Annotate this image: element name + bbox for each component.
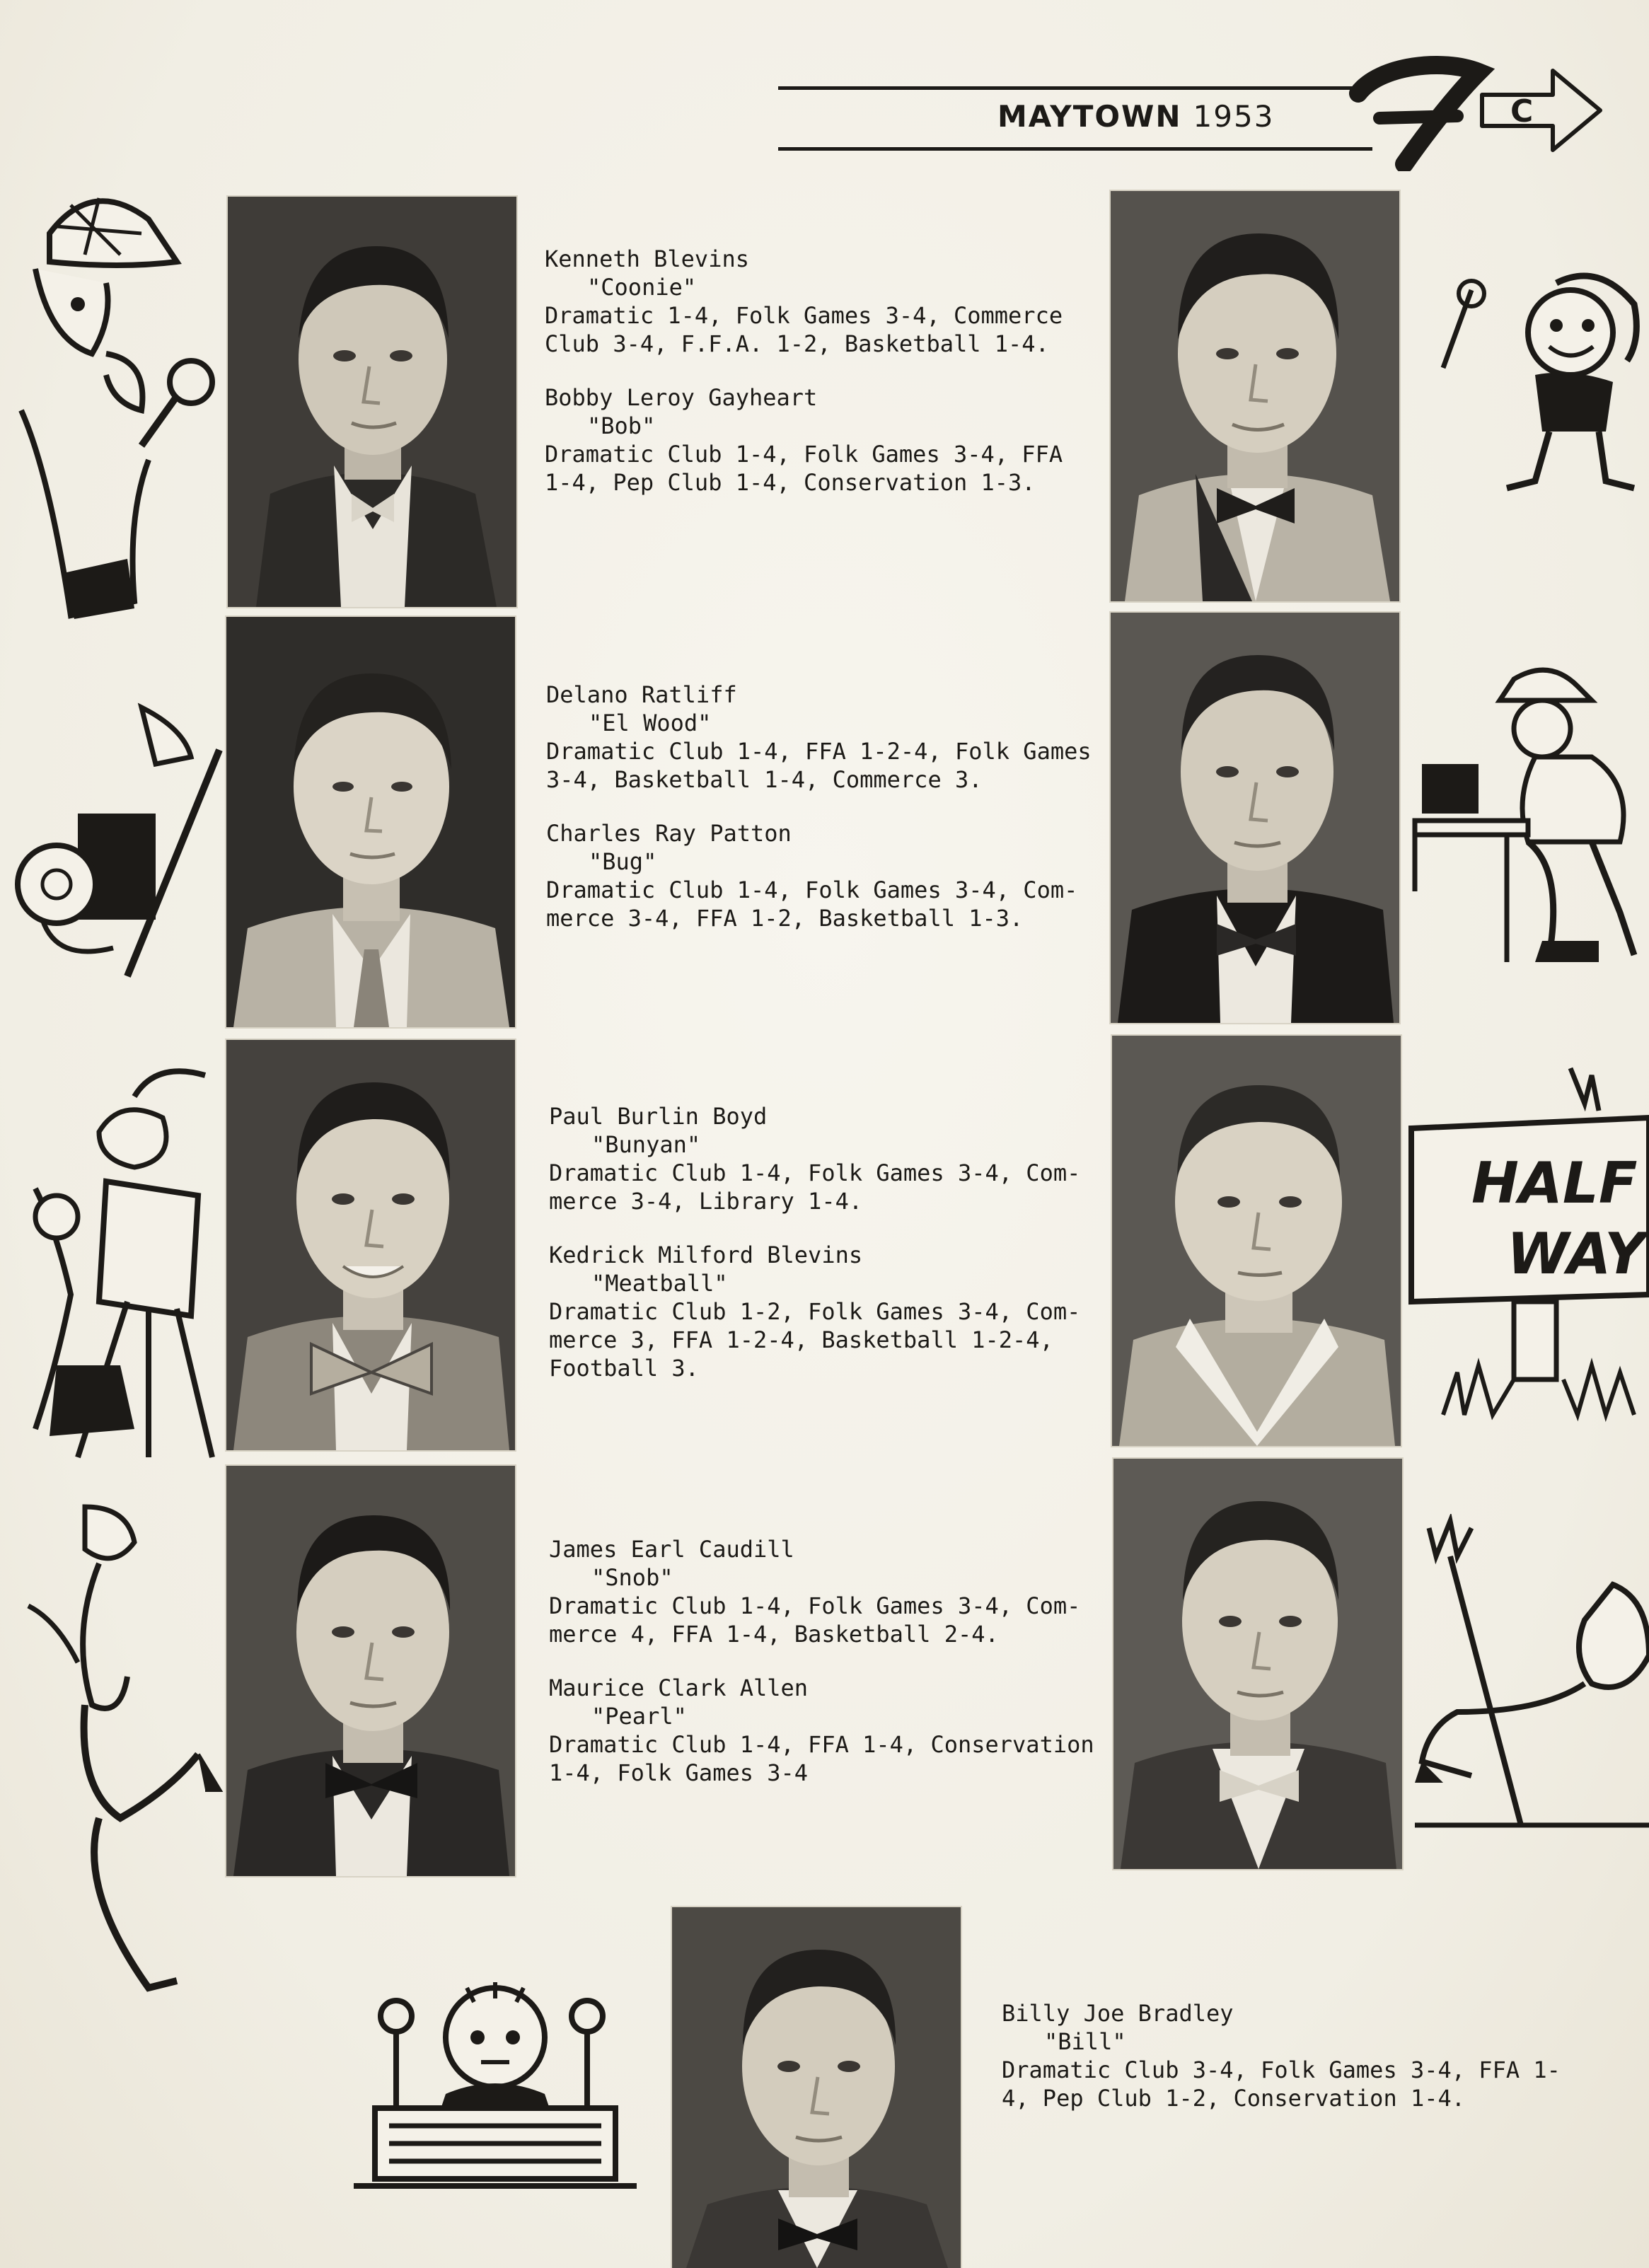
student-nickname: "Bug" <box>589 848 657 875</box>
student-nickname: "El Wood" <box>589 710 712 736</box>
student-activities: Dramatic Club 1-4, Folk Games 3-4, FFA 1-4, Pep Club 1-4, Conservation 1-3. <box>545 441 1063 496</box>
student-name: Billy Joe Bradley <box>1002 2000 1234 2027</box>
artist-easel-cartoon-icon <box>14 1061 226 1464</box>
portrait-kenneth-blevins <box>228 197 516 607</box>
student-entry <box>545 383 1097 497</box>
student-nickname: "Bob" <box>587 412 656 439</box>
student-name: Kedrick Milford Blevins <box>549 1242 863 1268</box>
bio-column-row1 <box>545 245 1097 522</box>
student-entry <box>549 1535 1101 1648</box>
student-photo-icon <box>226 1466 515 1876</box>
portrait-delano-ratliff <box>226 617 515 1027</box>
student-name: Bobby Leroy Gayheart <box>545 384 818 411</box>
student-name: Kenneth Blevins <box>545 245 749 272</box>
portrait-charles-patton <box>1111 613 1399 1023</box>
student-entry <box>1002 1999 1568 2112</box>
student-name: Delano Ratliff <box>546 681 737 708</box>
school-name: MAYTOWN <box>997 99 1182 134</box>
student-photo-icon <box>228 197 516 607</box>
student-entry <box>545 245 1097 358</box>
gramophone-cartoon-icon <box>14 693 226 990</box>
year: 1953 <box>1193 99 1275 134</box>
jester-cartoon-icon <box>1429 262 1648 502</box>
student-activities: Dramatic Club 1-4, Folk Games 3-4, Com-merce 3-4, FFA 1-2, Basketball 1-3. <box>546 876 1078 932</box>
student-name: Paul Burlin Boyd <box>549 1103 768 1130</box>
student-entry <box>549 1241 1101 1382</box>
student-activities: Dramatic Club 3-4, Folk Games 3-4, FFA 1-4, Pep Club 1-2, Conservation 1-4. <box>1002 2056 1561 2112</box>
student-photo-icon <box>1111 191 1399 601</box>
student-entry <box>549 1674 1101 1787</box>
portrait-paul-boyd <box>226 1040 515 1450</box>
typist-cartoon-icon <box>1408 658 1648 976</box>
student-nickname: "Meatball" <box>591 1270 728 1297</box>
student-nickname: "Pearl" <box>591 1703 687 1730</box>
page-number-arrow-icon <box>1337 51 1606 171</box>
student-nickname: "Bunyan" <box>591 1131 701 1158</box>
student-nickname: "Coonie" <box>587 274 697 301</box>
bio-column-row2 <box>546 681 1098 958</box>
header-rule-bottom <box>778 147 1372 151</box>
student-name: Maurice Clark Allen <box>549 1674 809 1701</box>
student-entry <box>546 819 1098 932</box>
student-entry <box>549 1102 1101 1215</box>
bio-last <box>1002 1999 1568 2138</box>
student-activities: Dramatic Club 1-4, Folk Games 3-4, Com-merce 4, FFA 1-4, Basketball 2-4. <box>549 1592 1081 1648</box>
student-photo-icon <box>1113 1459 1402 1869</box>
student-name: James Earl Caudill <box>549 1536 794 1563</box>
portrait-kedrick-blevins <box>1112 1036 1401 1446</box>
portrait-james-caudill <box>226 1466 515 1876</box>
devil-pitchfork-cartoon-icon <box>1415 1514 1649 1839</box>
student-nickname: "Snob" <box>591 1564 673 1591</box>
student-photo-icon <box>226 1040 515 1450</box>
student-photo-icon <box>1112 1036 1401 1446</box>
portrait-maurice-allen <box>1113 1459 1402 1869</box>
judge-gavel-cartoon-icon <box>354 1974 637 2193</box>
student-activities: Dramatic 1-4, Folk Games 3-4, Commerce Club 3-4, F.F.A. 1-2, Basketball 1-4. <box>545 302 1063 357</box>
student-nickname: "Bill" <box>1044 2028 1126 2055</box>
sign-line-1: HALF <box>1471 1150 1638 1216</box>
student-entry <box>546 681 1098 794</box>
portrait-bobby-gayheart <box>1111 191 1399 601</box>
student-activities: Dramatic Club 1-4, FFA 1-2-4, Folk Games 3-4, Basketball 1-4, Commerce 3. <box>546 738 1092 793</box>
page-header <box>997 99 1274 134</box>
student-activities: Dramatic Club 1-2, Folk Games 3-4, Com-merce 3, FFA 1-2-4, Basketball 1-2-4, Football 3. <box>549 1298 1081 1382</box>
student-photo-icon <box>672 1907 961 2268</box>
portrait-billy-bradley <box>672 1907 961 2268</box>
student-photo-icon <box>226 617 515 1027</box>
sign-line-2: WAY <box>1507 1221 1646 1287</box>
student-photo-icon <box>1111 613 1399 1023</box>
detective-cartoon-icon <box>7 177 219 630</box>
devil-dancer-cartoon-icon <box>14 1493 226 2002</box>
student-activities: Dramatic Club 1-4, Folk Games 3-4, Com-merce 3-4, Library 1-4. <box>549 1159 1081 1215</box>
halfway-sign-cartoon-icon <box>1408 1061 1649 1429</box>
bio-column-row3 <box>549 1102 1101 1408</box>
student-name: Charles Ray Patton <box>546 820 792 847</box>
header-rule-top <box>778 86 1358 90</box>
bio-column-row4 <box>549 1535 1101 1812</box>
page-letter: C <box>1510 93 1534 129</box>
student-activities: Dramatic Club 1-4, FFA 1-4, Conservation 1-4, Folk Games 3-4 <box>549 1731 1094 1786</box>
